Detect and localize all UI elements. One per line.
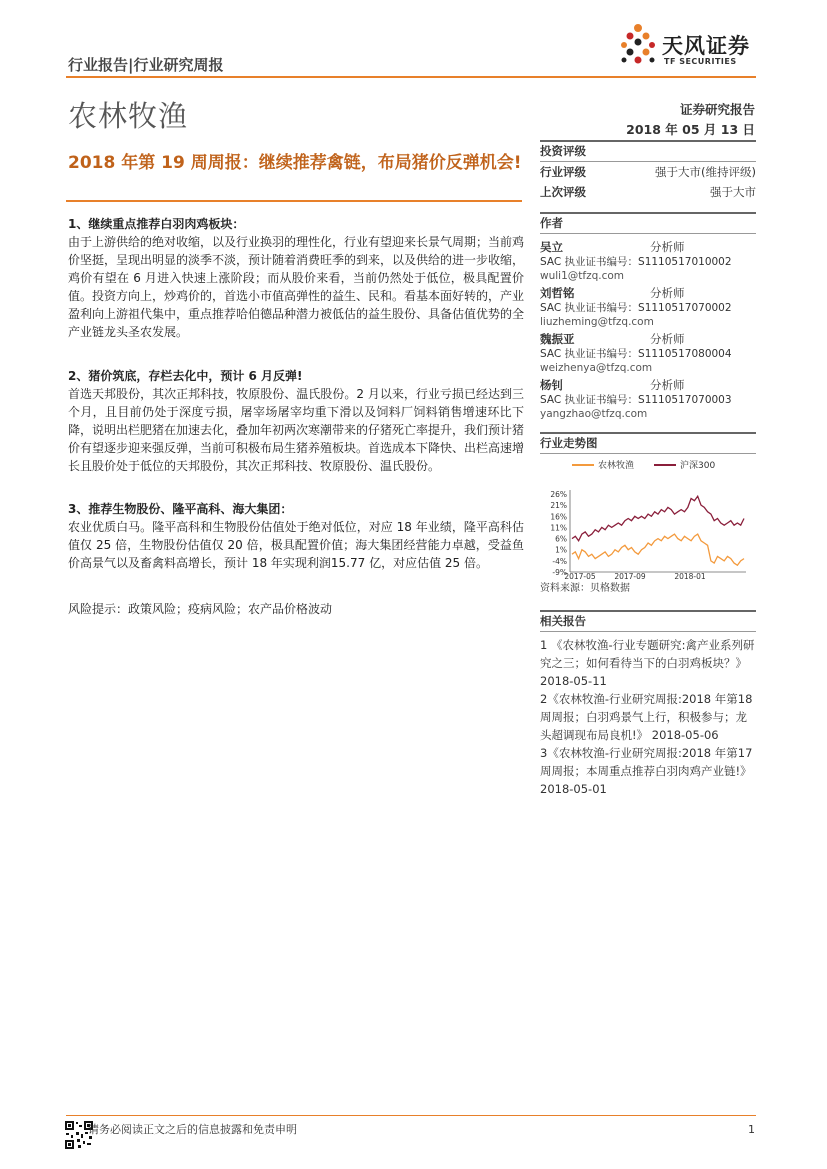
logo-text-en: TF SECURITIES bbox=[664, 57, 737, 66]
author-entry bbox=[540, 286, 756, 329]
related-report-item[interactable]: 2《农林牧渔-行业研究周报:2018 年第18 周周报；白羽鸡景气上行，积极参与；龙头超调现布局良机!》 2018-05-06 bbox=[540, 692, 753, 742]
related-report-item[interactable]: 3《农林牧渔-行业研究周报:2018 年第17 周周报；本周重点推荐白羽肉鸡产业链!》 2018-05-01 bbox=[540, 746, 753, 796]
rating-box bbox=[540, 140, 756, 202]
section-1-heading: 1、继续重点推荐白羽肉鸡板块： bbox=[68, 217, 245, 231]
logo-mark-icon bbox=[610, 20, 666, 78]
section-2 bbox=[68, 367, 524, 475]
risk-warning: 风险提示：政策风险；疫病风险；农产品价格波动 bbox=[68, 602, 333, 616]
section-3 bbox=[68, 500, 524, 572]
x-tick-label: 2018-01 bbox=[674, 572, 706, 579]
y-tick-label: 21% bbox=[550, 501, 567, 511]
authors-box bbox=[540, 212, 756, 421]
section-2-text: 首选天邦股份，其次正邦科技，牧原股份、温氏股份。2 月以来，行业亏损已经达到三个月，且目前仍处于深度亏损，屠宰场屠宰均重下滑以及饲料厂饲料销售增速环比下降，说明出栏肥猪在加速去化，叠加年初两次寒潮带来的仔猪死亡率提升，我们预计猪价有望逐步迎来强反弹，当前可积极布局生猪养殖板块。首选成本下降快、出栏高速增长且股价处于低位的天邦股份，其次正邦科技、牧原股份、温氏股份。 bbox=[68, 387, 525, 473]
x-tick-label: 2017-09 bbox=[614, 572, 646, 579]
chart-source: 资料来源：贝格数据 bbox=[540, 583, 630, 594]
rating-row-current bbox=[540, 162, 756, 182]
title-rule bbox=[66, 200, 522, 202]
section-3-heading: 3、推荐生物股份、隆平高科、海大集团： bbox=[68, 502, 293, 516]
report-label: 证券研究报告 bbox=[679, 102, 755, 117]
author-sac: SAC 执业证书编号：S1110517070003 bbox=[540, 394, 732, 406]
section-2-heading: 2、猪价筑底，存栏去化中，预计 6 月反弹! bbox=[68, 369, 303, 383]
sector-name: 农林牧渔 bbox=[68, 99, 189, 133]
author-sac: SAC 执业证书编号：S1110517010002 bbox=[540, 256, 732, 268]
y-tick-label: -9% bbox=[552, 568, 567, 577]
report-title: 2018 年第 19 周周报：继续推荐禽链，布局猪价反弹机会! bbox=[68, 153, 522, 173]
rating-key: 上次评级 bbox=[540, 185, 586, 199]
series-line-index bbox=[572, 496, 744, 541]
y-tick-label: 11% bbox=[550, 523, 567, 533]
trend-box bbox=[540, 432, 756, 594]
author-name: 魏振亚 bbox=[540, 332, 575, 346]
logo-text-cn: 天风证券 bbox=[662, 34, 750, 58]
rating-heading: 投资评级 bbox=[540, 140, 756, 162]
author-email[interactable]: yangzhao@tfzq.com bbox=[540, 408, 648, 420]
y-tick-label: 6% bbox=[555, 534, 567, 544]
author-entry bbox=[540, 378, 756, 421]
author-sac: SAC 执业证书编号：S1110517080004 bbox=[540, 348, 732, 360]
author-email[interactable]: wuli1@tfzq.com bbox=[540, 270, 625, 282]
related-report-item[interactable]: 1 《农林牧渔-行业专题研究:禽产业系列研究之三；如何看待当下的白羽鸡板块？》 2018-05-11 bbox=[540, 638, 755, 688]
author-name: 杨钊 bbox=[540, 378, 563, 392]
author-name: 刘哲铭 bbox=[540, 286, 575, 300]
legend-label: 农林牧渔 bbox=[598, 461, 635, 471]
related-heading: 相关报告 bbox=[540, 610, 756, 632]
rating-key: 行业评级 bbox=[540, 165, 586, 179]
rating-value: 强于大市(维持评级) bbox=[655, 165, 756, 179]
trend-chart bbox=[540, 454, 756, 579]
rating-value: 强于大市 bbox=[710, 185, 756, 199]
y-tick-label: -4% bbox=[552, 556, 567, 566]
series-line-sector bbox=[572, 534, 744, 565]
header-rule bbox=[66, 76, 756, 78]
author-email[interactable]: liuzheming@tfzq.com bbox=[540, 316, 654, 328]
report-date: 2018 年 05 月 13 日 bbox=[626, 122, 755, 137]
y-tick-label: 16% bbox=[550, 512, 567, 522]
author-entry bbox=[540, 332, 756, 375]
report-type: 行业报告|行业研究周报 bbox=[68, 56, 224, 74]
section-1-text: 由于上游供给的绝对收缩，以及行业换羽的理性化，行业有望迎来长景气周期；当前鸡价坚挺，呈现出明显的淡季不淡，预计随着消费旺季的到来，以及供给的进一步收缩，鸡价有望在 6 月进入快速上涨阶段；而从股价来看，当前仍然处于低位，极具配置价值。投资方向上，炒鸡价的，首选小市值高弹性的益生、民和。看基本面好转的，产业盈利向上游祖代集中，重点推荐哈伯德品种潜力被低估的益生股份、具备估值优势的全产业链龙头圣农发展。 bbox=[68, 235, 525, 339]
section-1 bbox=[68, 215, 524, 341]
footer-rule bbox=[66, 1115, 756, 1116]
authors-heading: 作者 bbox=[540, 212, 756, 234]
author-role: 分析师 bbox=[650, 286, 685, 300]
y-tick-label: 1% bbox=[555, 545, 567, 555]
legend-label: 沪深300 bbox=[680, 461, 716, 471]
y-tick-label: 26% bbox=[550, 490, 567, 499]
x-tick-label: 2017-05 bbox=[564, 572, 596, 579]
author-entry bbox=[540, 240, 756, 283]
author-role: 分析师 bbox=[650, 378, 685, 392]
author-role: 分析师 bbox=[650, 332, 685, 346]
section-3-text: 农业优质白马。隆平高科和生物股份估值处于绝对低位，对应 18 年业绩，隆平高科估值仅 25 倍，生物股份估值仅 20 倍，极具配置价值；海大集团经营能力卓越，受益鱼价高景气以及畜禽料高增长，预计 18 年实现利润15.77 亿，对应估值 25 倍。 bbox=[68, 520, 524, 570]
related-box bbox=[540, 610, 756, 798]
author-email[interactable]: weizhenya@tfzq.com bbox=[540, 362, 653, 374]
rating-row-previous bbox=[540, 182, 756, 202]
trend-heading: 行业走势图 bbox=[540, 432, 756, 454]
page-number: 1 bbox=[748, 1123, 755, 1136]
author-role: 分析师 bbox=[650, 240, 685, 254]
author-name: 吴立 bbox=[540, 240, 563, 254]
footer-disclaimer[interactable]: 请务必阅读正文之后的信息披露和免责申明 bbox=[88, 1123, 297, 1136]
author-sac: SAC 执业证书编号：S1110517070002 bbox=[540, 302, 732, 314]
